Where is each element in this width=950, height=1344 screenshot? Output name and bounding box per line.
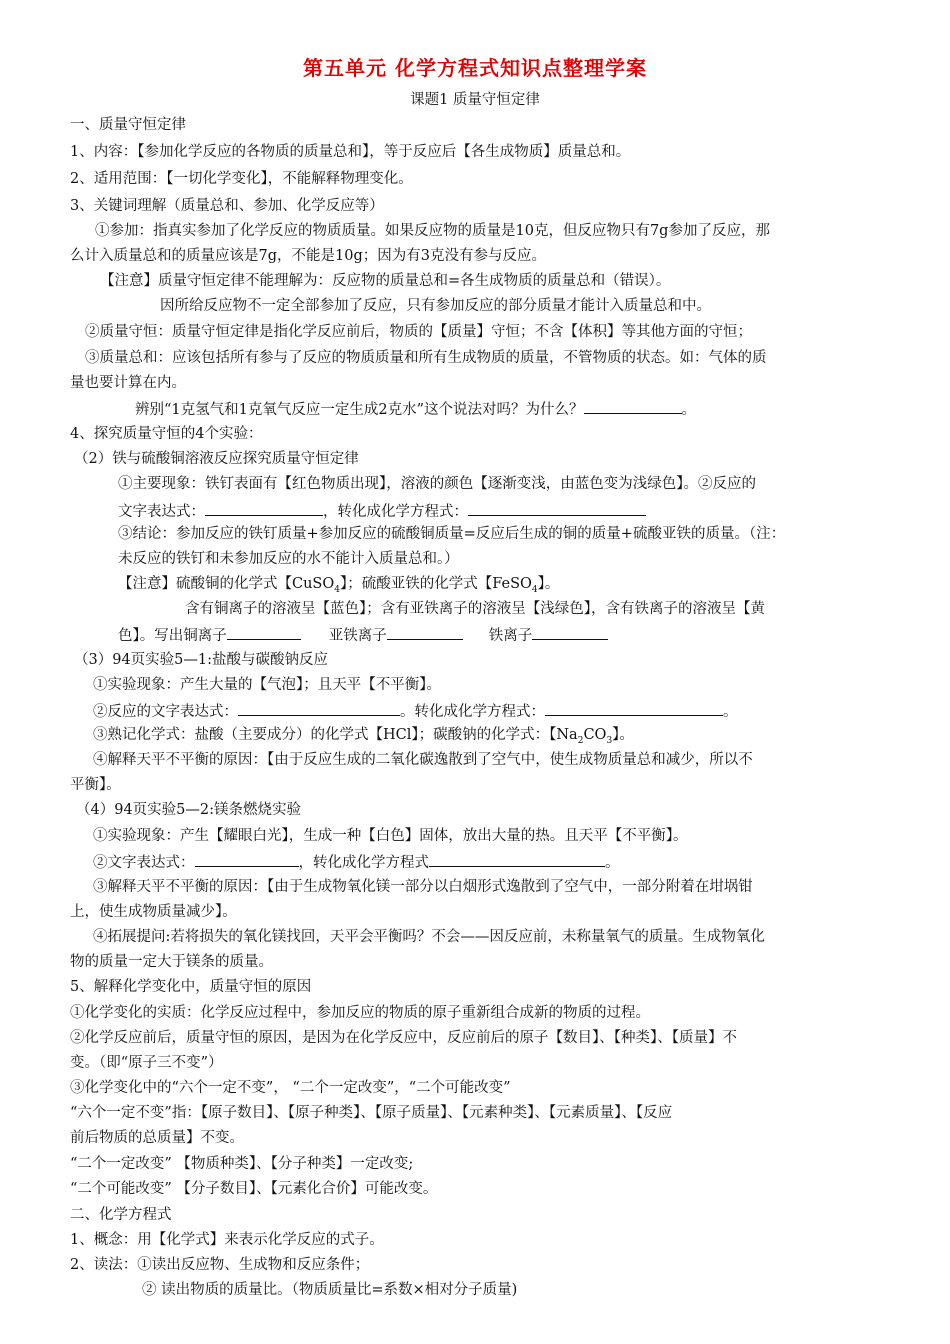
question-text: 辨别“1克氢气和1克氧气反应一定生成2克水”这个说法对吗？为什么？ [135,402,584,418]
text-line: 1、概念：用【化学式】来表示化学反应的式子。 [70,1232,384,1248]
label: 色】。写出铜离子 [118,628,227,644]
text: 】；硫酸亚铁的化学式【FeSO [340,576,532,592]
text-line: 变。（即“原子三不变”） [70,1055,223,1071]
text-line: ③解释天平不平衡的原因：【由于生成物氧化镁一部分以白烟形式逸散到了空气中，一部分附着在坩埚钳 [93,879,753,895]
document-title: 第五单元 化学方程式知识点整理学案 [303,56,647,80]
formula-line [93,725,634,745]
text-line: ①主要现象：铁钉表面有【红色物质出现】，溶液的颜色【逐渐变浅，由蓝色变为浅绿色】。②反应的 [118,476,756,492]
text-line: 么计入质量总和的质量应该是7g，不能是10g；因为有3克没有参与反应。 [70,248,546,264]
subscript: 4 [531,584,538,595]
text-line: 2、适用范围：【一切化学变化】，不能解释物理变化。 [70,171,413,187]
text-line: ③结论：参加反应的铁钉质量+参加反应的硫酸铜质量=反应后生成的铜的质量+硫酸亚铁的质量。（注： [118,526,786,542]
section-heading: 一、质量守恒定律 [70,117,186,133]
text-line: 未反应的铁钉和未参加反应的水不能计入质量总和。） [118,551,459,567]
ferrous-ion-blank[interactable] [387,624,463,640]
text-line: ①实验现象：产生【耀眼白光】，生成一种【白色】固体，放出大量的热。且天平【不平衡】。 [93,828,688,844]
section-heading: 二、化学方程式 [70,1207,172,1223]
label: 亚铁离子 [328,628,387,644]
text: ③熟记化学式：盐酸（主要成分）的化学式【HCl】；碳酸钠的化学式：【Na [93,727,578,743]
chemical-equation-blank[interactable] [468,500,646,516]
question-line [135,398,696,418]
text-line: 上，使生成物质量减少】。 [70,904,237,920]
text: CO [583,727,607,743]
text-line: 前后物质的总质量】不变。 [70,1130,244,1146]
text: 】。 [612,727,634,743]
answer-blank[interactable] [584,398,682,414]
text-line: 因所给反应物不一定全部参加了反应，只有参加反应的部分质量才能计入质量总和中。 [160,298,711,314]
fill-line [118,500,646,520]
label: ②文字表达式： [93,855,195,871]
fill-line [93,700,738,720]
punctuation: 。 [681,402,696,418]
word-equation-blank[interactable] [238,700,400,716]
text-line: ②质量守恒：质量守恒定律是指化学反应前后，物质的【质量】守恒；不含【体积】等其他方面的守恒； [85,324,752,340]
experiment-heading: （3）94页实验5—1:盐酸与碳酸钠反应 [74,652,329,668]
text-line: 1、内容：【参加化学反应的各物质的质量总和】，等于反应后【各生成物质】质量总和。 [70,144,631,160]
text-line: 4、探究质量守恒的4个实验： [70,426,263,442]
text-line: “六个一定不变”指：【原子数目】、【原子种类】、【原子质量】、【元素种类】、【元素质量】、【反应 [70,1105,673,1121]
text-line: ①实验现象：产生大量的【气泡】；且天平【不平衡】。 [93,677,441,693]
text-line: “二个可能改变” 【分子数目】、【元素化合价】可能改变。 [70,1181,438,1197]
chemical-equation-blank[interactable] [545,700,723,716]
punctuation: 。 [605,855,620,871]
formula-line [118,574,559,594]
text: 【注意】硫酸铜的化学式【CuSO [118,576,335,592]
lesson-subtitle: 课题1 质量守恒定律 [410,92,540,108]
text-line: ② 读出物质的质量比。（物质质量比=系数×相对分子质量) [142,1282,518,1298]
chemical-equation-blank[interactable] [429,851,605,867]
word-equation-blank[interactable] [205,500,323,516]
label: ，转化成化学方程式： [323,504,468,520]
ferric-ion-blank[interactable] [532,624,608,640]
text-line: 5、解释化学变化中，质量守恒的原因 [70,979,312,995]
punctuation: 。 [723,704,738,720]
label: 铁离子 [488,628,533,644]
label: ，转化成化学方程式 [298,855,429,871]
text-line: ①化学变化的实质：化学反应过程中，参加反应的物质的原子重新组合成新的物质的过程。 [70,1005,650,1021]
note-line: 【注意】质量守恒定律不能理解为：反应物的质量总和=各生成物质的质量总和（错误）。 [100,273,671,289]
text-line: 2、读法：①读出反应物、生成物和反应条件； [70,1257,370,1273]
subscript: 2 [577,735,584,746]
fill-line [118,624,608,644]
label: 文字表达式： [118,504,205,520]
text-line: 含有铜离子的溶液呈【蓝色】；含有亚铁离子的溶液呈【浅绿色】，含有铁离子的溶液呈【黄 [185,601,765,617]
text-line: ①参加：指真实参加了化学反应的物质质量。如果反应物的质量是10克，但反应物只有7g参加了反应，那 [95,223,770,239]
text: 】。 [537,576,560,592]
text-line: 量也要计算在内。 [70,375,186,391]
text-line: ③化学变化中的“六个一定不变”， “二个一定改变”，“二个可能改变” [70,1080,511,1096]
text-line: 平衡】。 [70,777,121,793]
experiment-heading: （4）94页实验5—2:镁条燃烧实验 [76,802,302,818]
text-line: ④拓展提问:若将损失的氧化镁找回，天平会平衡吗？不会——因反应前，未称量氧气的质量。生成物氧化 [93,929,765,945]
text-line: ②化学反应前后，质量守恒的原因，是因为在化学反应中，反应前后的原子【数目】、【种类】、【质量】不 [70,1030,737,1046]
experiment-heading: （2）铁与硫酸铜溶液反应探究质量守恒定律 [74,451,359,467]
text-line: 3、关键词理解（质量总和、参加、化学反应等） [70,198,384,214]
label: 。转化成化学方程式： [400,704,545,720]
subscript: 4 [334,584,340,595]
text-line: 物的质量一定大于镁条的质量。 [70,954,273,970]
word-equation-blank[interactable] [195,851,299,867]
subscript: 3 [606,735,613,746]
text-line: ③质量总和：应该包括所有参与了反应的物质质量和所有生成物质的质量，不管物质的状态。如：气体的质 [85,350,767,366]
text-line: ④解释天平不平衡的原因：【由于反应生成的二氧化碳逸散到了空气中，使生成物质量总和减少，所以不 [93,752,753,768]
copper-ion-blank[interactable] [227,624,301,640]
text-line: “二个一定改变” 【物质种类】、【分子种类】一定改变; [70,1156,414,1172]
fill-line [93,851,620,871]
label: ②反应的文字表达式： [93,704,238,720]
